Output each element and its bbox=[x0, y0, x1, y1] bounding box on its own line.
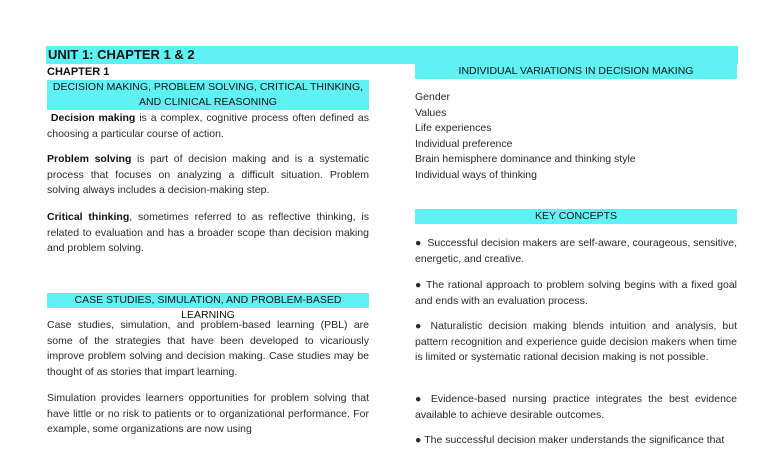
key-concept-text: Successful decision makers are self-aware, courageous, sensitive, energetic, and creative. bbox=[415, 237, 738, 265]
paragraph-text: , sometimes referred to as reflective thinking, is related to evaluation and has a broader scope than decision making and problem solving. bbox=[47, 211, 369, 254]
section-heading-text: CASE STUDIES, SIMULATION, AND PROBLEM-BASED LEARNING bbox=[74, 294, 342, 321]
paragraph-critical-thinking bbox=[47, 210, 369, 257]
section-heading-text: KEY CONCEPTS bbox=[534, 210, 618, 222]
key-concept-item bbox=[415, 319, 737, 366]
bullet-icon: ● bbox=[415, 237, 422, 249]
term-problem-solving: Problem solving bbox=[47, 153, 132, 165]
paragraph-simulation: Simulation provides learners opportunities for problem solving that have little or no risk to patients or to organizational performance. For example, some organizations are now using bbox=[47, 392, 369, 435]
key-concept-text: Evidence-based nursing practice integrates the best evidence available to achieve desirable outcomes. bbox=[415, 393, 738, 421]
key-concept-item bbox=[415, 236, 737, 267]
list-item: Individual ways of thinking bbox=[415, 169, 537, 181]
bullet-icon: ● bbox=[415, 279, 423, 291]
bullet-icon: ● bbox=[415, 434, 422, 446]
key-concept-text: The rational approach to problem solving begins with a fixed goal and ends with an evaluation process. bbox=[415, 279, 738, 307]
term-critical-thinking: Critical thinking bbox=[47, 211, 130, 223]
list-item: Life experiences bbox=[415, 122, 492, 134]
paragraph-case-studies: Case studies, simulation, and problem-based learning (PBL) are some of the strategies that have been developed to vicariously improve problem solving and decision making. Case studies may be thought of as stories that impart learning. bbox=[47, 319, 369, 378]
list-item: Values bbox=[415, 107, 447, 119]
bullet-icon: ● bbox=[415, 393, 425, 405]
key-concept-text: The successful decision maker understands the significance that bbox=[424, 434, 725, 446]
key-concept-item bbox=[415, 392, 737, 423]
paragraph-text: is a complex, cognitive process often defined as choosing a particular course of action. bbox=[47, 112, 370, 140]
section-heading-decision-making bbox=[47, 80, 369, 110]
section-heading-individual-variations bbox=[415, 64, 737, 79]
key-concept-item bbox=[415, 278, 737, 309]
unit-title: UNIT 1: CHAPTER 1 & 2 bbox=[48, 47, 195, 62]
bullet-icon: ● bbox=[415, 320, 425, 332]
paragraph-decision-making bbox=[47, 111, 369, 142]
paragraph-text: is part of decision making and is a systematic process that focuses on analyzing a difficult situation. Problem solving always includes a decision-making step. bbox=[47, 153, 369, 196]
paragraph-problem-solving bbox=[47, 152, 369, 199]
section-heading-text: INDIVIDUAL VARIATIONS IN DECISION MAKING bbox=[458, 65, 694, 77]
section-heading-case-studies bbox=[47, 293, 369, 321]
list-item: Gender bbox=[415, 91, 451, 103]
section-heading-line-2: AND CLINICAL REASONING bbox=[139, 96, 277, 108]
list-item: Individual preference bbox=[415, 138, 513, 150]
section-heading-line-1: DECISION MAKING, PROBLEM SOLVING, CRITICAL THINKING, bbox=[52, 81, 364, 93]
key-concept-text: Naturalistic decision making blends intuition and analysis, but pattern recognition and experience guide decision makers when time is limited or systematic rational decision making is not possible. bbox=[415, 320, 738, 363]
term-decision-making: Decision making bbox=[50, 112, 136, 124]
chapter-label: CHAPTER 1 bbox=[47, 66, 110, 78]
list-item: Brain hemisphere dominance and thinking style bbox=[415, 153, 636, 165]
section-heading-key-concepts bbox=[415, 209, 737, 224]
